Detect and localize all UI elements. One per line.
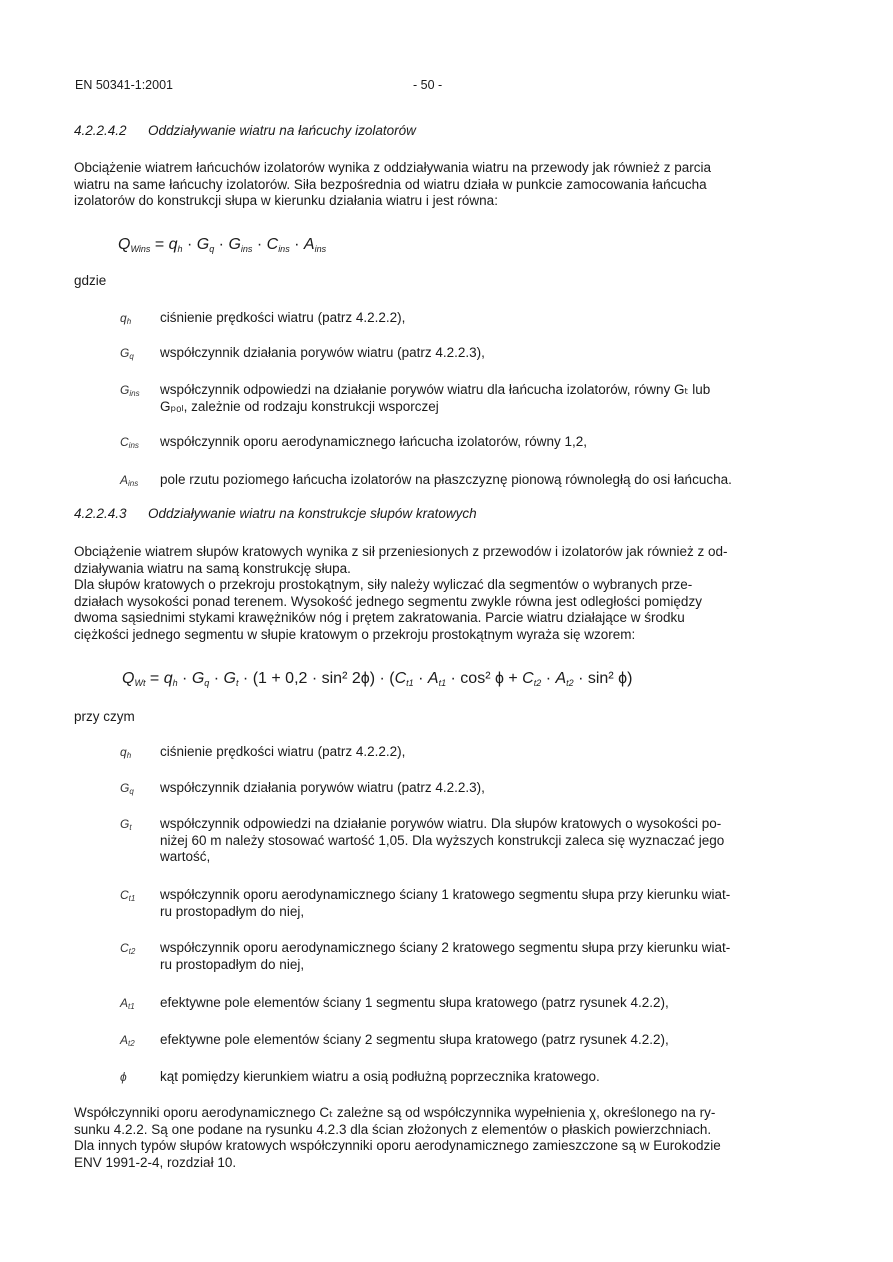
formula-symbol: q: [163, 670, 173, 687]
formula-symbol: A: [303, 236, 315, 253]
definition-text: współczynnik oporu aerodynamicznego ściany 2 kratowego segmentu słupa przy kierunku wiat-: [160, 940, 731, 955]
formula-operator: =: [145, 670, 164, 687]
text-line: Obciążenie wiatrem słupów kratowych wynika z sił przeniesionych z przewodów i izolatorów jak również z od-: [74, 544, 728, 559]
formula-operator: ·: [214, 236, 229, 253]
formula-subscript: t1: [438, 678, 447, 688]
definition-symbol: $G_q$: [120, 781, 134, 796]
text-line: izolatorów do konstrukcji słupa w kierunku działania wiatru i jest równa:: [74, 193, 498, 208]
where-label: przy czym: [74, 709, 135, 724]
definition-text: ciśnienie prędkości wiatru (patrz 4.2.2.2),: [160, 744, 406, 759]
definition-item: [120, 310, 790, 327]
definition-item: [120, 887, 790, 920]
definition-text: współczynnik oporu aerodynamicznego łańcucha izolatorów, równy 1,2,: [160, 434, 587, 449]
definition-item: [120, 1032, 790, 1049]
definition-symbol: $G_t$: [120, 817, 132, 832]
definition-text: współczynnik działania porywów wiatru (patrz 4.2.2.3),: [160, 780, 485, 795]
definition-text: pole rzutu poziomego łańcucha izolatorów na płaszczyznę pionową równoległą do osi łańcucha.: [160, 472, 732, 487]
formula-subscript: t1: [406, 678, 414, 688]
formula-symbol: G: [191, 670, 205, 687]
definition-text: ciśnienie prędkości wiatru (patrz 4.2.2.2),: [160, 310, 406, 325]
definition-text: ru prostopadłym do niej,: [160, 903, 305, 919]
definition-text: ru prostopadłym do niej,: [160, 956, 305, 972]
definition-item: [120, 940, 790, 973]
text-line: działach wysokości ponad terenem. Wysokość jednego segmentu zwykle równa jest odległości pomiędzy: [74, 593, 702, 609]
definition-item: [120, 780, 790, 797]
formula-subscript: t: [235, 678, 239, 688]
definition-symbol: $A_{ins}$: [120, 473, 139, 488]
formula-operator: =: [150, 236, 169, 253]
definition-symbol: $q_h$: [120, 311, 132, 326]
definition-text: niżej 60 m należy stosować wartość 1,05. Dla wyższych konstrukcji zaleca się wyznaczać jego: [160, 832, 725, 848]
formula-symbol: G: [228, 236, 241, 253]
formula-operator: ·: [252, 236, 267, 253]
formula-subscript: h: [172, 678, 178, 688]
section-number: 4.2.2.4.2: [74, 123, 127, 138]
section-heading-1: [74, 123, 416, 138]
definition-symbol: $G_q$: [120, 346, 134, 361]
text-line: ciężkości jednego segmentu w słupie kratowym o przekroju prostokątnym wyraża się wzorem:: [74, 626, 636, 642]
text-line: wiatru na same łańcuchy izolatorów. Siła bezpośrednia od wiatru działa w punkcie zamocowania łańcucha: [74, 176, 707, 192]
formula-subscript: Wins: [130, 244, 151, 254]
text-line: Współczynniki oporu aerodynamicznego Cₜ zależne są od współczynnika wypełnienia χ, określonego na ry-: [74, 1105, 716, 1120]
definition-text: współczynnik oporu aerodynamicznego ściany 1 kratowego segmentu słupa przy kierunku wiat-: [160, 887, 731, 902]
section-title: Oddziaływanie wiatru na łańcuchy izolatorów: [148, 123, 416, 138]
formula-symbol: C: [394, 670, 407, 687]
formula-operator: · (1 + 0,2 · sin² 2ϕ) · (: [238, 670, 395, 687]
formula-operator: · sin² ϕ): [573, 670, 633, 687]
definition-item: [120, 382, 790, 415]
definition-symbol: $C_{ins}$: [120, 435, 139, 450]
section-heading-2: [74, 506, 477, 521]
definition-symbol: $C_{t1}$: [120, 888, 136, 903]
formula-subscript: h: [177, 244, 183, 254]
definition-item: [120, 434, 790, 451]
definition-symbol: $A_{t2}$: [120, 1033, 135, 1048]
formula-operator: ·: [177, 670, 192, 687]
formula-qwins: [118, 236, 326, 254]
definition-text: efektywne pole elementów ściany 2 segmentu słupa kratowego (patrz rysunek 4.2.2),: [160, 1032, 669, 1047]
definition-item: [120, 1069, 790, 1086]
section2-intro: [74, 544, 790, 643]
where-label: gdzie: [74, 273, 107, 288]
definition-item: [120, 995, 790, 1012]
definition-symbol: $A_{t1}$: [120, 996, 135, 1011]
definition-item: [120, 472, 790, 489]
formula-symbol: Q: [122, 670, 135, 687]
formula-subscript: q: [204, 678, 210, 688]
text-line: działywania wiatru na samą konstrukcję słupa.: [74, 560, 351, 576]
definition-symbol: $C_{t2}$: [120, 941, 136, 956]
definition-text: Gₚₒₗ, zależnie od rodzaju konstrukcji wsporczej: [160, 398, 439, 414]
formula-operator: ·: [209, 670, 224, 687]
formula-operator: ·: [289, 236, 304, 253]
text-line: Obciążenie wiatrem łańcuchów izolatorów wynika z oddziaływania wiatru na przewody jak również z parcia: [74, 160, 712, 175]
formula-symbol: q: [168, 236, 178, 253]
formula-subscript: ins: [240, 244, 253, 254]
section1-intro: [74, 160, 790, 210]
definition-item: [120, 744, 790, 761]
text-line: sunku 4.2.2. Są one podane na rysunku 4.2.3 dla ścian złożonych z elementów o płaskich powierzchniach.: [74, 1121, 712, 1137]
text-line: dwoma sąsiednimi stykami krawężników nóg i prętem zakratowania. Parcie wiatru działające w środku: [74, 610, 685, 625]
definition-text: efektywne pole elementów ściany 1 segmentu słupa kratowego (patrz rysunek 4.2.2),: [160, 995, 669, 1010]
text-line: Dla innych typów słupów kratowych współczynniki oporu aerodynamicznego zamieszczone są w Eurokodzie: [74, 1138, 721, 1153]
formula-symbol: A: [555, 670, 567, 687]
formula-symbol: Q: [118, 236, 131, 253]
formula-subscript: ins: [278, 244, 290, 254]
formula-symbol: G: [223, 670, 236, 687]
formula-operator: ·: [541, 670, 556, 687]
section-title: Oddziaływanie wiatru na konstrukcje słupów kratowych: [148, 506, 477, 521]
formula-subscript: t2: [533, 678, 542, 688]
standard-id: EN 50341-1:2001: [75, 78, 173, 92]
definition-text: współczynnik odpowiedzi na działanie porywów wiatru. Dla słupów kratowych o wysokości po-: [160, 816, 722, 831]
formula-qwt: [122, 670, 632, 688]
text-line: Dla słupów kratowych o przekroju prostokątnym, siły należy wyliczać dla segmentów o wybranych prze-: [74, 577, 693, 592]
page-number: - 50 -: [413, 78, 443, 92]
definition-text: kąt pomiędzy kierunkiem wiatru a osią podłużną poprzecznika kratowego.: [160, 1069, 600, 1084]
definition-symbol: ϕ: [120, 1070, 127, 1084]
section-number: 4.2.2.4.3: [74, 506, 127, 521]
definition-item: [120, 345, 790, 362]
formula-operator: ·: [182, 236, 197, 253]
formula-symbol: C: [266, 236, 279, 253]
formula-symbol: A: [427, 670, 439, 687]
formula-operator: ·: [413, 670, 428, 687]
formula-symbol: G: [196, 236, 210, 253]
definition-symbol: $q_h$: [120, 745, 132, 760]
formula-operator: · cos² ϕ +: [446, 670, 523, 687]
formula-subscript: t2: [566, 678, 574, 688]
closing-paragraph: [74, 1105, 790, 1171]
definition-text: współczynnik działania porywów wiatru (patrz 4.2.2.3),: [160, 345, 485, 360]
definition-text: wartość,: [160, 849, 211, 864]
definition-text: współczynnik odpowiedzi na działanie porywów wiatru dla łańcucha izolatorów, równy Gₜ lub: [160, 382, 711, 397]
formula-symbol: C: [522, 670, 534, 687]
definition-item: [120, 816, 790, 866]
formula-subscript: Wt: [134, 678, 146, 688]
text-line: ENV 1991-2-4, rozdział 10.: [74, 1154, 237, 1170]
formula-subscript: ins: [314, 244, 327, 254]
definition-symbol: $G_{ins}$: [120, 383, 140, 398]
formula-subscript: q: [209, 244, 215, 254]
